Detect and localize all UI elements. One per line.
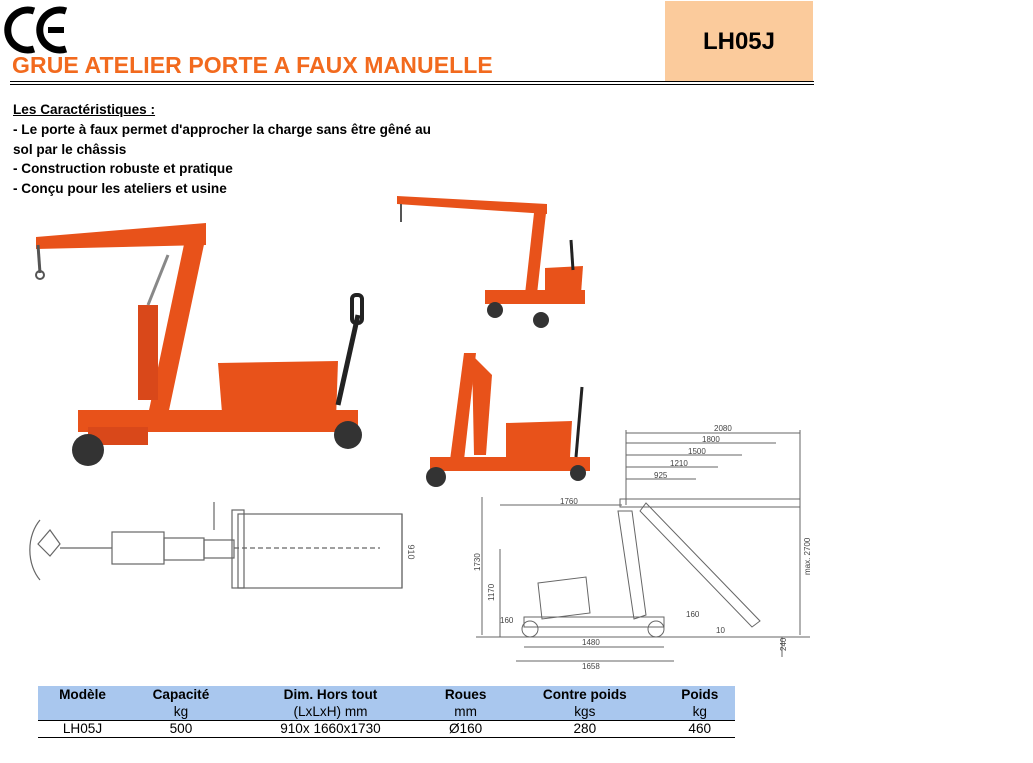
cell-model: LH05J bbox=[38, 721, 127, 738]
header-rule-bottom bbox=[10, 84, 814, 85]
dim-1480: 1480 bbox=[582, 638, 600, 647]
feature-line: - Construction robuste et pratique bbox=[13, 161, 233, 177]
dim-910: 910 bbox=[406, 544, 416, 560]
side-view-drawing bbox=[470, 425, 820, 675]
feature-line: sol par le châssis bbox=[13, 141, 127, 157]
dim-240: 240 bbox=[779, 637, 788, 651]
cell-wheels: Ø160 bbox=[426, 721, 505, 738]
dim-1730: 1730 bbox=[473, 553, 482, 571]
top-view-drawing bbox=[20, 500, 420, 600]
unit-dimensions: (LxLxH) mm bbox=[235, 703, 426, 721]
table-units-row bbox=[38, 703, 735, 721]
dim-160-left: 160 bbox=[500, 616, 514, 625]
dim-10: 10 bbox=[716, 626, 725, 635]
dim-1800: 1800 bbox=[702, 435, 720, 444]
header-counterweight: Contre poids bbox=[505, 686, 664, 703]
dim-1658: 1658 bbox=[582, 662, 600, 671]
unit-counterweight: kgs bbox=[505, 703, 664, 721]
features-heading: Les Caractéristiques : bbox=[13, 102, 156, 117]
features-block bbox=[13, 100, 431, 199]
dim-1210: 1210 bbox=[670, 459, 688, 468]
ce-logo bbox=[8, 5, 72, 55]
crane-photo-small-top bbox=[395, 190, 595, 330]
feature-line: - Conçu pour les ateliers et usine bbox=[13, 181, 227, 197]
cell-weight: 460 bbox=[665, 721, 735, 738]
header-capacity: Capacité bbox=[127, 686, 235, 703]
model-code: LH05J bbox=[702, 27, 776, 55]
dim-2080: 2080 bbox=[714, 424, 732, 433]
header-model: Modèle bbox=[38, 686, 127, 703]
cell-counterweight: 280 bbox=[505, 721, 664, 738]
unit-model bbox=[38, 703, 127, 721]
header-dimensions: Dim. Hors tout bbox=[235, 686, 426, 703]
cell-dimensions: 910x 1660x1730 bbox=[235, 721, 426, 738]
unit-capacity: kg bbox=[127, 703, 235, 721]
table-row bbox=[38, 721, 735, 738]
page-title: GRUE ATELIER PORTE A FAUX MANUELLE bbox=[12, 52, 493, 78]
dim-1170: 1170 bbox=[487, 583, 496, 601]
dim-925: 925 bbox=[654, 471, 668, 480]
unit-weight: kg bbox=[665, 703, 735, 721]
table-header-row bbox=[38, 686, 735, 703]
dim-max-2700: max. 2700 bbox=[803, 537, 812, 575]
header-wheels: Roues bbox=[426, 686, 505, 703]
spec-table bbox=[38, 686, 735, 738]
dim-1760: 1760 bbox=[560, 497, 578, 506]
feature-line: - Le porte à faux permet d'approcher la charge sans être gêné au bbox=[13, 121, 431, 137]
header-weight: Poids bbox=[665, 686, 735, 703]
cell-capacity: 500 bbox=[127, 721, 235, 738]
unit-wheels: mm bbox=[426, 703, 505, 721]
crane-photo-large bbox=[28, 215, 388, 475]
model-code-box bbox=[665, 1, 813, 82]
dim-1500: 1500 bbox=[688, 447, 706, 456]
header-rule-top bbox=[10, 81, 814, 82]
dim-160-right: 160 bbox=[686, 610, 700, 619]
